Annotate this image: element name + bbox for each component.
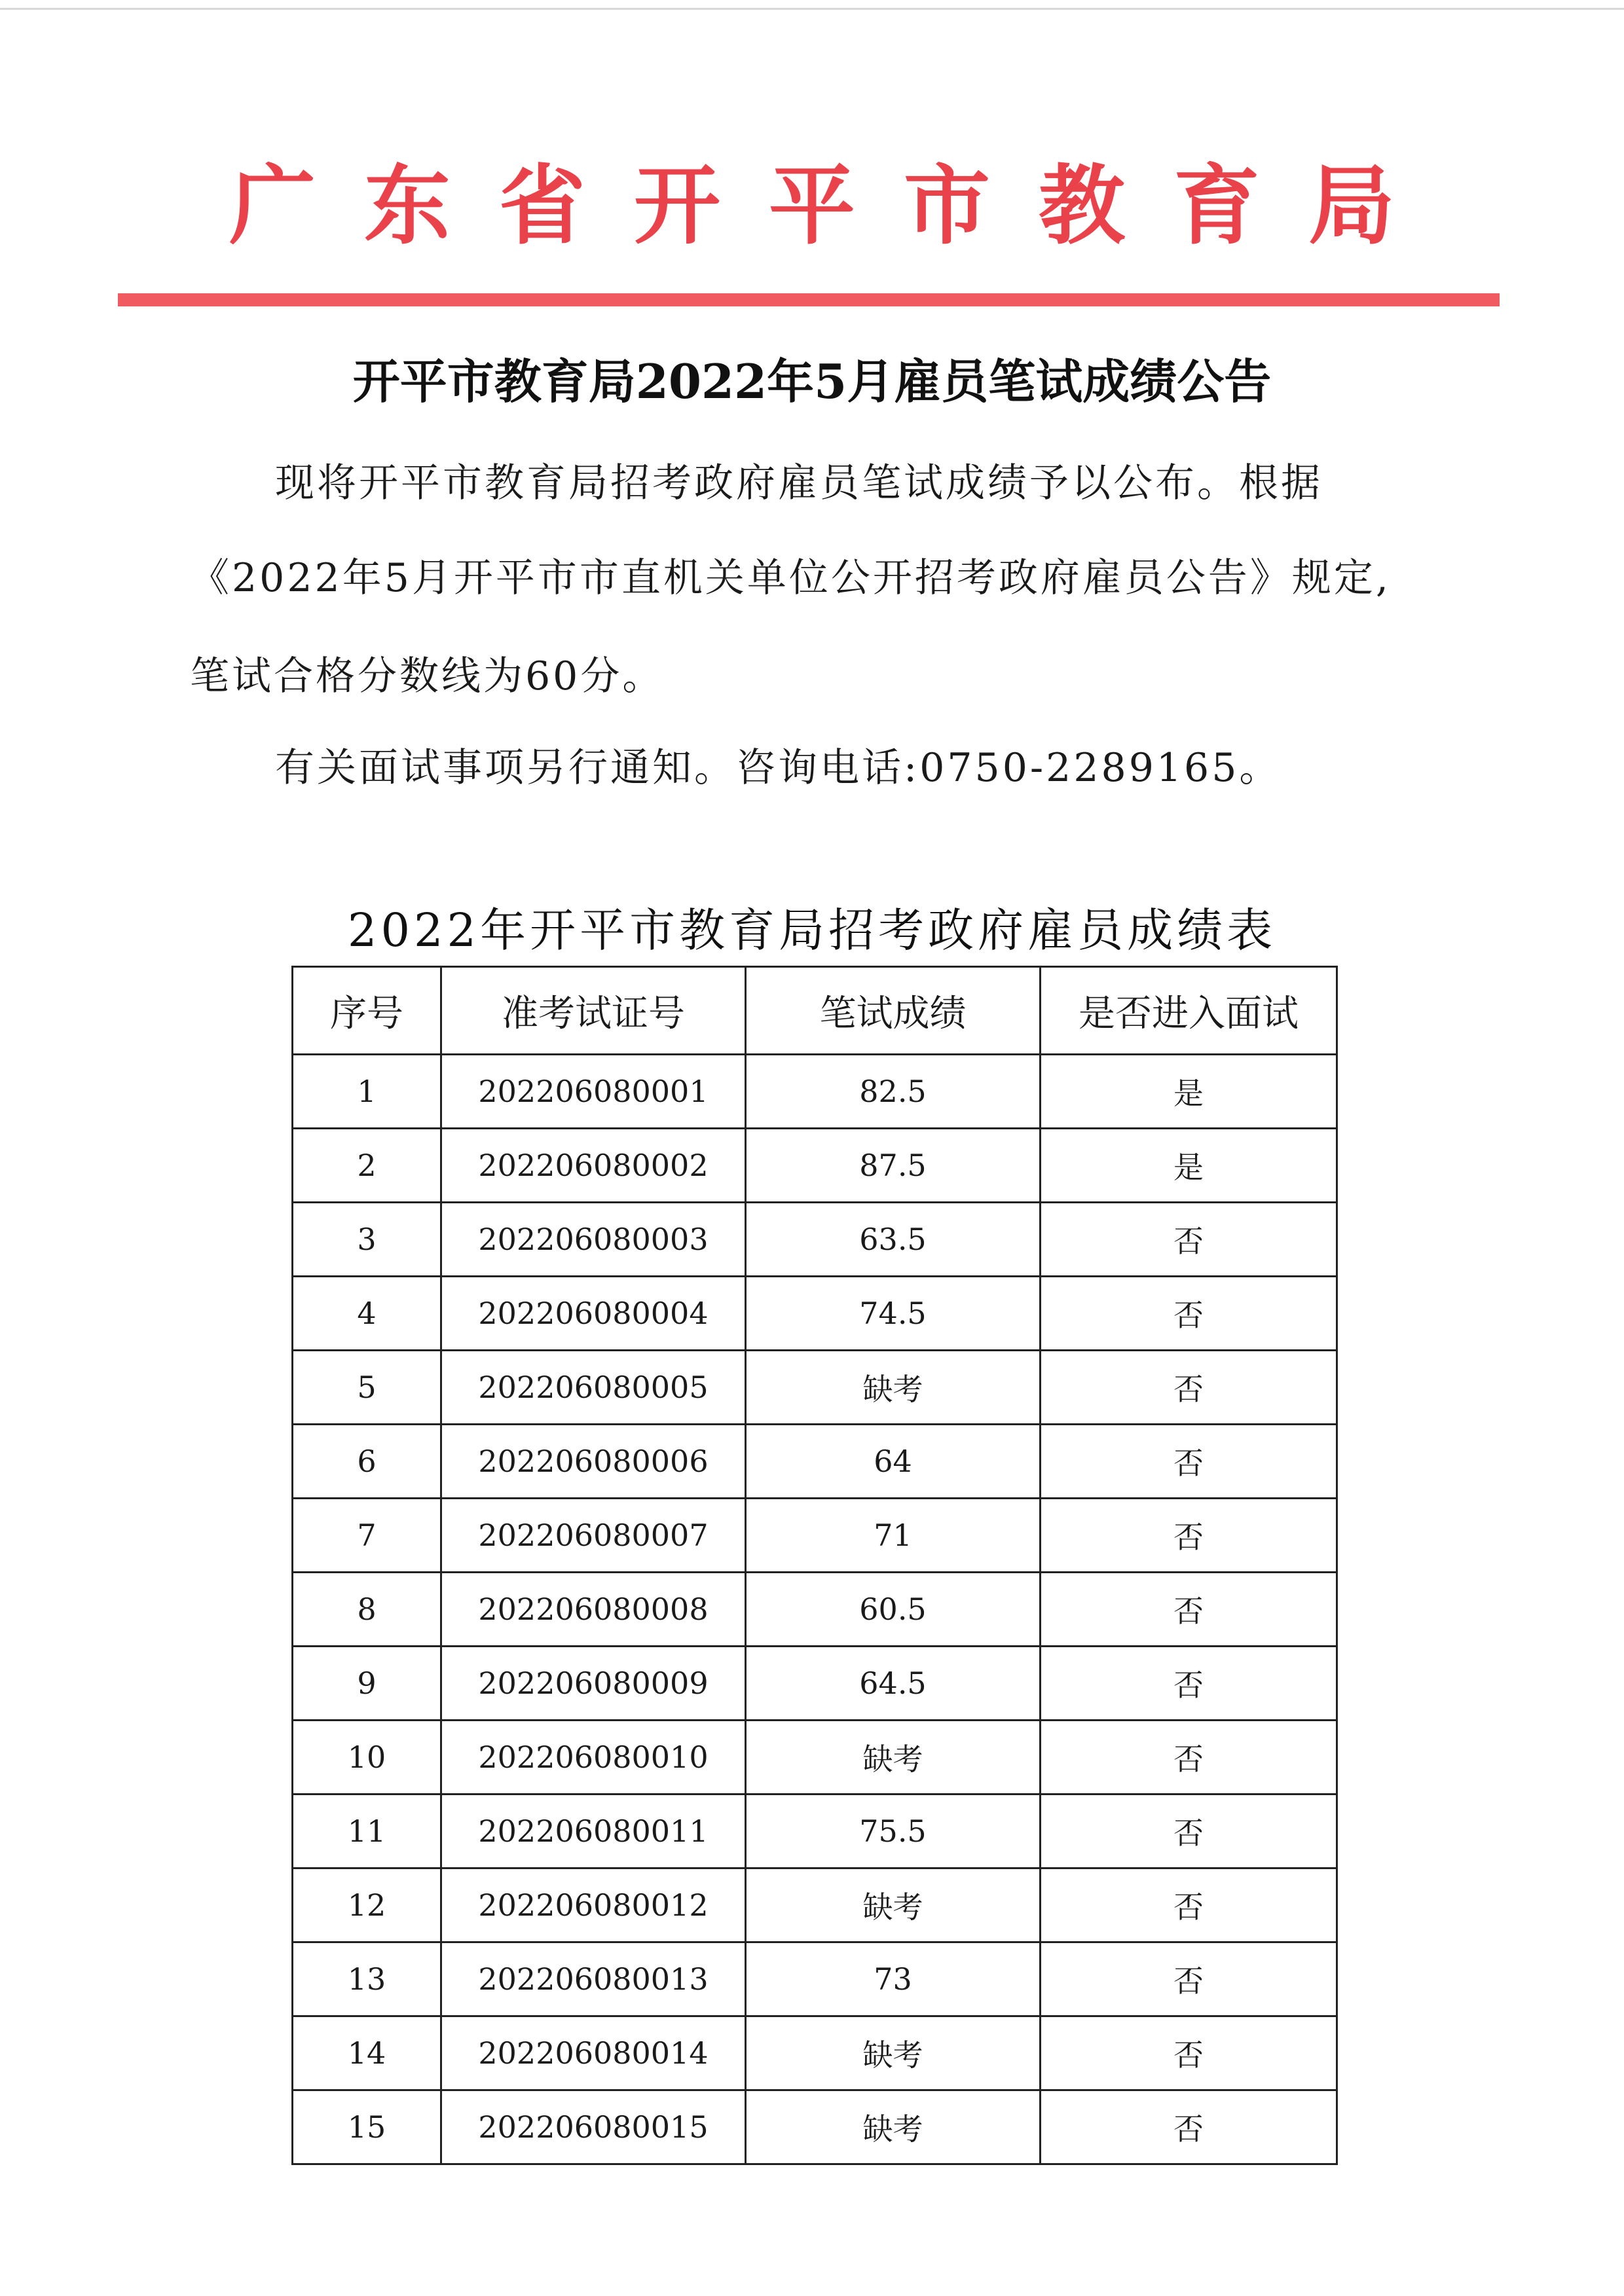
cell-exam-id: 202206080002 [441,1129,746,1203]
cell-score: 73 [746,1942,1041,2016]
table-header-row [293,967,1337,1055]
announcement-paragraph-1: 现将开平市教育局招考政府雇员笔试成绩予以公布。根据 [275,460,1323,506]
table-row [293,1573,1337,1647]
cell-seq: 6 [293,1425,441,1499]
cell-score: 87.5 [746,1129,1041,1203]
cell-score: 缺考 [746,1868,1041,1942]
cell-interview: 否 [1041,2090,1337,2164]
table-row [293,1647,1337,1721]
table-row [293,1868,1337,1942]
announcement-paragraph-3: 笔试合格分数线为60分。 [190,653,665,699]
cell-score: 75.5 [746,1795,1041,1868]
cell-exam-id: 202206080003 [441,1203,746,1277]
cell-seq: 1 [293,1055,441,1129]
cell-interview: 否 [1041,1721,1337,1795]
cell-interview: 否 [1041,1425,1337,1499]
cell-exam-id: 202206080006 [441,1425,746,1499]
cell-interview: 否 [1041,1203,1337,1277]
cell-seq: 4 [293,1277,441,1351]
cell-exam-id: 202206080008 [441,1573,746,1647]
header-seq: 序号 [293,967,441,1055]
header-score: 笔试成绩 [746,967,1041,1055]
masthead-char: 平 [769,155,855,257]
cell-score: 60.5 [746,1573,1041,1647]
table-row [293,1055,1337,1129]
letterhead-masthead [229,151,1395,262]
table-row [293,2090,1337,2164]
cell-seq: 7 [293,1499,441,1573]
table-row [293,2016,1337,2090]
cell-seq: 2 [293,1129,441,1203]
cell-score: 缺考 [746,1721,1041,1795]
cell-interview: 是 [1041,1129,1337,1203]
cell-seq: 13 [293,1942,441,2016]
cell-score: 74.5 [746,1277,1041,1351]
table-row [293,1499,1337,1573]
cell-seq: 14 [293,2016,441,2090]
cell-seq: 9 [293,1647,441,1721]
announcement-paragraph-2: 《2022年5月开平市市直机关单位公开招考政府雇员公告》规定, [190,555,1391,601]
scan-top-rule [0,8,1624,10]
cell-exam-id: 202206080001 [441,1055,746,1129]
cell-interview: 否 [1041,1942,1337,2016]
cell-exam-id: 202206080004 [441,1277,746,1351]
cell-interview: 否 [1041,1499,1337,1573]
cell-exam-id: 202206080010 [441,1721,746,1795]
cell-score: 71 [746,1499,1041,1573]
cell-interview: 否 [1041,1647,1337,1721]
cell-exam-id: 202206080009 [441,1647,746,1721]
cell-seq: 11 [293,1795,441,1868]
cell-exam-id: 202206080011 [441,1795,746,1868]
cell-seq: 8 [293,1573,441,1647]
cell-seq: 5 [293,1351,441,1425]
header-interview: 是否进入面试 [1041,967,1337,1055]
masthead-char: 局 [1308,155,1395,257]
cell-interview: 否 [1041,1351,1337,1425]
cell-score: 64 [746,1425,1041,1499]
masthead-char: 省 [499,155,585,257]
cell-interview: 否 [1041,1277,1337,1351]
cell-interview: 否 [1041,1868,1337,1942]
header-exam-id: 准考试证号 [441,967,746,1055]
table-row [293,1203,1337,1277]
cell-exam-id: 202206080007 [441,1499,746,1573]
table-row [293,1425,1337,1499]
table-row [293,1942,1337,2016]
cell-score: 82.5 [746,1055,1041,1129]
table-row [293,1795,1337,1868]
letterhead-red-bar [118,293,1500,306]
table-row [293,1129,1337,1203]
table-title: 2022年开平市教育局招考政府雇员成绩表 [347,903,1277,957]
score-table [291,966,1338,2165]
cell-interview: 否 [1041,1573,1337,1647]
cell-interview: 否 [1041,2016,1337,2090]
table-row [293,1351,1337,1425]
document-title: 开平市教育局2022年5月雇员笔试成绩公告 [352,354,1272,409]
cell-seq: 3 [293,1203,441,1277]
cell-score: 缺考 [746,2090,1041,2164]
cell-exam-id: 202206080015 [441,2090,746,2164]
cell-score: 缺考 [746,1351,1041,1425]
cell-seq: 12 [293,1868,441,1942]
cell-score: 缺考 [746,2016,1041,2090]
masthead-char: 东 [364,155,451,257]
cell-interview: 是 [1041,1055,1337,1129]
cell-exam-id: 202206080013 [441,1942,746,2016]
cell-score: 64.5 [746,1647,1041,1721]
table-row [293,1277,1337,1351]
cell-interview: 否 [1041,1795,1337,1868]
cell-score: 63.5 [746,1203,1041,1277]
masthead-char: 市 [904,155,990,257]
masthead-char: 开 [634,155,720,257]
cell-seq: 10 [293,1721,441,1795]
cell-exam-id: 202206080005 [441,1351,746,1425]
cell-exam-id: 202206080012 [441,1868,746,1942]
table-row [293,1721,1337,1795]
cell-seq: 15 [293,2090,441,2164]
masthead-char: 育 [1173,155,1260,257]
announcement-paragraph-4: 有关面试事项另行通知。咨询电话:0750-2289165。 [275,745,1282,791]
cell-exam-id: 202206080014 [441,2016,746,2090]
masthead-char: 教 [1039,155,1125,257]
masthead-char: 广 [229,155,316,257]
